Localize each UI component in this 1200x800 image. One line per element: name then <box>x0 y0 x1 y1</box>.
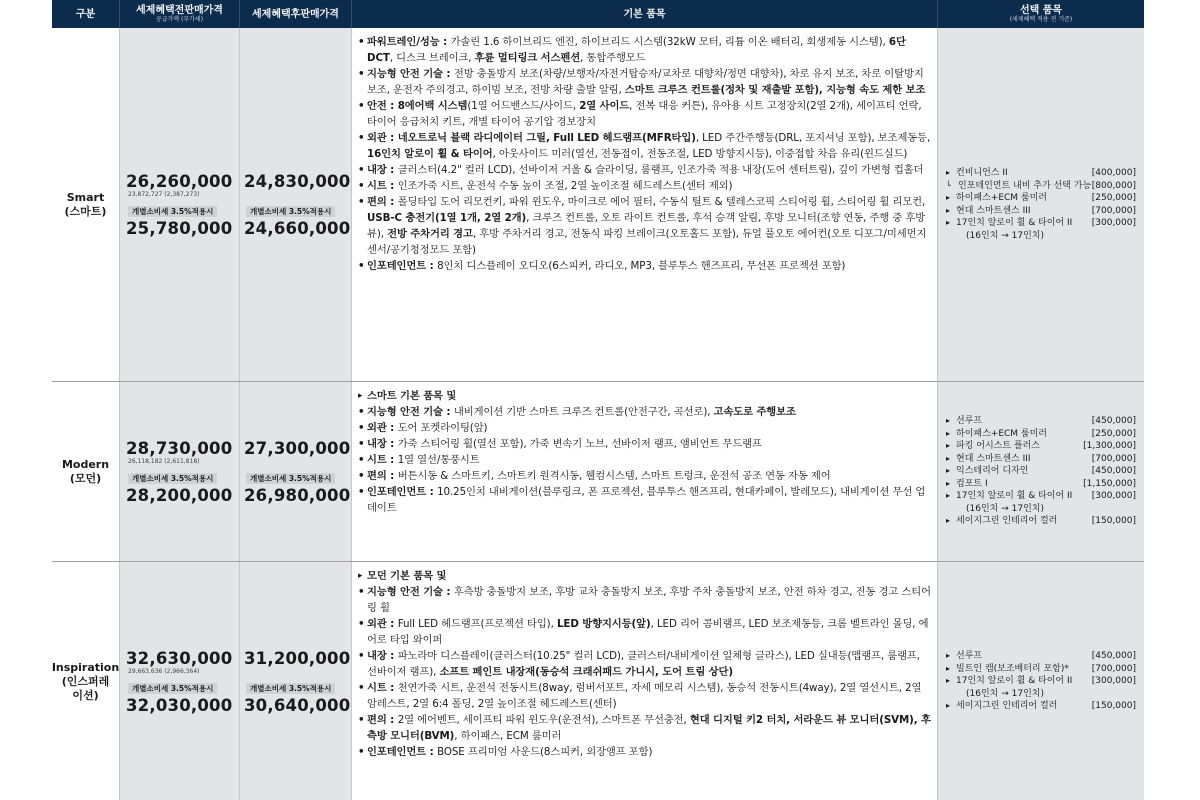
option-item <box>946 180 1136 193</box>
option-name: ▸ 파킹 어시스트 플러스 <box>946 440 1040 453</box>
basic-item-text: , LED 리어 콤비램프, LED 보조제동등, 크롬 벨트라인 몰딩, 에어로 타입 와이퍼 <box>367 618 929 646</box>
trim-row <box>52 382 1144 562</box>
option-item <box>946 465 1136 478</box>
basic-item-text: 천연가죽 시트, 운전석 전동시트(8way, 럼버서포트, 자세 메모리 시스템), 동승석 전동시트(4way), 2열 열선시트, 2열 암레스트, 2열 6:4 폴딩, 2열 높이조절 헤드레스트(센터) <box>367 682 922 710</box>
basic-item-text: Full LED 헤드램프(프로젝션 타입), <box>397 618 557 630</box>
tax-label: 개별소비세 3.5%적용시 <box>128 473 217 484</box>
tax-price-after: 24,660,000 <box>244 218 351 238</box>
basic-item-text: 10.25인치 내비게이션(블루링크, 폰 프로젝션, 블루투스 핸즈프리, 현대카페이, 발레모드), 내비게이션 무선 업데이트 <box>367 486 926 514</box>
trim-name-cell <box>52 562 120 800</box>
basic-item-text: 버튼시동 & 스마트키, 스마트키 원격시동, 웰컴시스템, 스마트 트렁크, 운전석 공조 연동 자동 제어 <box>397 470 831 482</box>
basic-item-text: , 통합주행모드 <box>580 52 646 64</box>
trim-name-wrap <box>65 191 107 219</box>
basic-item <box>358 744 931 760</box>
basic-item-label: 시트 : <box>367 180 398 192</box>
option-name: ▸ 세이지그린 인테리어 컬러 <box>946 700 1057 713</box>
tax-label: 개별소비세 3.5%적용시 <box>246 473 335 484</box>
basic-items-cell <box>352 562 938 800</box>
trim-name-ko: (인스퍼레이션) <box>61 674 110 702</box>
option-item <box>946 453 1136 466</box>
basic-item <box>358 584 931 616</box>
trim-name-cell <box>52 382 120 561</box>
price-after-cell <box>240 28 352 381</box>
option-item <box>946 440 1136 453</box>
option-item <box>946 688 1136 701</box>
header-options <box>938 0 1144 28</box>
basic-item-bold: 현대 디지털 키2 터치, 서라운드 뷰 모니터(SVM), 후측방 모니터(BVM) <box>367 714 931 742</box>
header-price-after-label: 세제혜택후판매가격 <box>252 8 339 20</box>
basic-item <box>358 130 931 162</box>
basic-item-label: 안전 : <box>367 100 398 112</box>
trim-name-ko: (스마트) <box>64 204 107 218</box>
basic-item-label: 내장 : <box>367 164 398 176</box>
price-after-cell <box>240 382 352 561</box>
option-name: ▸ 하이패스+ECM 룸미러 <box>946 428 1047 441</box>
basic-item-bold: 전방 주차거리 경고 <box>387 228 473 240</box>
trim-name: Modern <box>61 457 110 471</box>
tax-label-wrap <box>126 676 239 696</box>
tax-price-before: 25,780,000 <box>126 218 233 238</box>
basic-item-label: 내장 : <box>367 650 398 662</box>
basic-item-bold: 고속도로 주행보조 <box>713 406 796 418</box>
option-name: ▸ 17인치 알로이 휠 & 타이어 II <box>946 490 1072 503</box>
basic-item-label: 인포테인먼트 : <box>367 260 438 272</box>
tax-label-wrap <box>126 466 239 486</box>
basic-item-text: 내비게이션 기반 스마트 크루즈 컨트롤(안전구간, 곡선로), <box>453 406 714 418</box>
option-name: ▸ 익스테리어 디자인 <box>946 465 1028 478</box>
option-name: ▸ 17인치 알로이 휠 & 타이어 II <box>946 675 1072 688</box>
basic-item <box>358 178 931 194</box>
basic-item <box>358 648 931 680</box>
tax-label-wrap <box>126 199 239 219</box>
option-price: [300,000] <box>1091 218 1136 228</box>
price-after: 24,830,000 <box>244 171 351 191</box>
tax-label-wrap <box>244 199 351 219</box>
option-item <box>946 167 1136 180</box>
basic-item-text: 가죽 스티어링 휠(열선 포함), 가죽 변속기 노브, 선바이저 램프, 앰비언트 무드램프 <box>397 438 762 450</box>
basic-item-text: , 후방 주차거리 경고, 전동식 파킹 브레이크(오토홀드 포함), 듀얼 풀오토 에어컨(오토 디포그/미세먼지 센서/공기청정모드 포함) <box>367 228 927 256</box>
basic-item-label: 시트 : <box>367 454 398 466</box>
trim-name-wrap <box>52 661 119 703</box>
basic-item <box>358 616 931 648</box>
header-price-after <box>240 0 352 28</box>
header-price-before-sub: 공급가액 (부가세) <box>155 16 204 23</box>
price-before-cell <box>120 28 240 381</box>
tax-price-after: 26,980,000 <box>244 485 351 505</box>
option-name: ▸ 현대 스마트센스 III <box>946 205 1031 218</box>
basic-item <box>358 468 931 484</box>
price-after-cell <box>240 562 352 800</box>
option-name: (16인치 → 17인치) <box>966 503 1044 514</box>
option-name: └ 인포테인먼트 내비 추가 선택 가능 <box>946 180 1091 193</box>
option-price: [450,000] <box>1091 651 1136 662</box>
basic-item <box>358 404 931 420</box>
basic-item <box>358 66 931 98</box>
option-price: [450,000] <box>1091 416 1136 427</box>
price-spacer <box>244 191 351 199</box>
option-item <box>946 515 1136 528</box>
trim-row <box>52 28 1144 382</box>
option-price: [400,000] <box>1091 168 1136 178</box>
basic-item-text: , 크루즈 컨트롤, 오토 라이트 컨트롤, 후석 승객 알림, 후방 모니터(조향 연동, 주행 중 후방 뷰), <box>367 212 926 240</box>
header-options-sub: (세제혜택 적용 전 기준) <box>1009 16 1073 23</box>
option-item <box>946 192 1136 205</box>
basic-item-label: 파워트레인/성능 : <box>367 36 451 48</box>
option-name: ▸ 17인치 알로이 휠 & 타이어 II <box>946 217 1072 230</box>
basic-item-text: 도어 포켓라이팅(앞) <box>397 422 488 434</box>
basic-item <box>358 258 931 274</box>
basic-item-bold: 16인치 알로이 휠 & 타이어 <box>367 148 493 160</box>
option-item <box>946 415 1136 428</box>
tax-label: 개별소비세 3.5%적용시 <box>246 206 335 217</box>
basic-item-label: 편의 : <box>367 470 398 482</box>
basic-item <box>358 98 931 130</box>
tax-price-after: 30,640,000 <box>244 695 351 715</box>
tax-label: 개별소비세 3.5%적용시 <box>128 683 217 694</box>
tax-label: 개별소비세 3.5%적용시 <box>128 206 217 217</box>
option-item <box>946 205 1136 218</box>
basic-item-bold: 2열 사이드 <box>579 100 630 112</box>
basic-item-text: , 디스크 브레이크, <box>389 52 475 64</box>
option-item <box>946 675 1136 688</box>
basic-item <box>358 34 931 66</box>
option-price: [150,000] <box>1091 516 1136 527</box>
option-name: ▸ 선루프 <box>946 415 982 428</box>
trim-name: Inspiration <box>51 660 120 674</box>
basic-item-label: 인포테인먼트 : <box>367 746 438 758</box>
basic-item-text: 인조가죽 시트, 운전석 수동 높이 조절, 2열 높이조절 헤드레스트(센터 제외) <box>397 180 733 192</box>
trim-row <box>52 562 1144 800</box>
option-item <box>946 478 1136 491</box>
options-cell <box>938 382 1144 561</box>
basic-item <box>358 162 931 178</box>
price-after: 27,300,000 <box>244 438 351 458</box>
option-name: ▸ 컨비니언스 II <box>946 167 1008 180</box>
options-cell <box>938 28 1144 381</box>
option-price: [700,000] <box>1091 205 1136 216</box>
option-item <box>946 490 1136 503</box>
tax-price-before: 32,030,000 <box>126 695 233 715</box>
basic-item-text: 8인치 디스플레이 오디오(6스피커, 라디오, MP3, 블루투스 핸즈프리, 무선폰 프로젝션 포함) <box>437 260 846 272</box>
basic-item <box>358 680 931 712</box>
option-name: (16인치 → 17인치) <box>966 688 1044 699</box>
header-basic-label: 기본 품목 <box>623 8 666 20</box>
basic-item-bold: 스마트 크루즈 컨트롤(정차 및 재출발 포함), 지능형 속도 제한 보조 <box>624 84 926 96</box>
basic-item <box>358 484 931 516</box>
basic-item-text: BOSE 프리미엄 사운드(8스피커, 외장앰프 포함) <box>437 746 653 758</box>
basic-item-text: , 아웃사이드 미러(열선, 전동접이, 전동조절, LED 방향지시등), 이중접합 차음 유리(윈드실드) <box>492 148 908 160</box>
basic-item-text: , 전복 대응 커튼), 유아용 시트 고정장치(2열 2개), 세이프티 언락, 타이어 응급처치 키트, 개별 타이어 공기압 경보장치 <box>367 100 922 128</box>
basic-item-text: 전방 충돌방지 보조(차량/보행자/자전거탑승자/교차로 대향차/정면 대향차), 차로 유지 보조, 차로 이탈방지 보조, 운전자 주의경고, 하이빔 보조, 전방 차량 출발 알림, <box>367 68 924 96</box>
option-name: (16인치 → 17인치) <box>966 230 1044 241</box>
option-price: [250,000] <box>1091 428 1136 439</box>
basic-item-text: 1열 열선/통풍시트 <box>397 454 480 466</box>
basic-item-text: , 하이패스, ECM 룸미러 <box>454 730 562 742</box>
basic-item-text: 클러스터(4.2" 컬러 LCD), 선바이저 거울 & 슬라이딩, 룸램프, 인조가죽 적용 내장(도어 센터트림), 깊이 가변형 컵홀더 <box>397 164 924 176</box>
trim-name-ko: (모던) <box>69 471 102 485</box>
option-item <box>946 230 1136 243</box>
price-before: 28,730,000 <box>126 438 233 458</box>
basic-item-label: 외관 : <box>367 618 398 630</box>
basic-item-label: 내장 : <box>367 438 398 450</box>
option-price: [700,000] <box>1091 453 1136 464</box>
header-trim <box>52 0 120 28</box>
option-price: [300,000] <box>1091 491 1136 502</box>
option-price: [700,000] <box>1091 663 1136 674</box>
basic-item-label: 지능형 안전 기술 : <box>367 406 454 418</box>
price-breakdown: 29,663,636 (2,966,364) <box>128 667 200 675</box>
tax-label-wrap <box>244 466 351 486</box>
basic-item-label: 지능형 안전 기술 : <box>367 68 454 80</box>
basic-item-bold: USB-C 충전기(1열 1개, 2열 2개) <box>367 212 527 224</box>
basic-item-label: 지능형 안전 기술 : <box>367 586 454 598</box>
option-price: [450,000] <box>1091 466 1136 477</box>
basic-item-text: (1열 어드밴스드/사이드, <box>467 100 580 112</box>
basic-item-text: , LED 주간주행등(DRL, 포지셔닝 포함), 보조제동등, <box>695 132 931 144</box>
basic-items-cell <box>352 28 938 381</box>
basic-item <box>358 420 931 436</box>
basic-item-label: 모던 기본 품목 및 <box>367 570 447 582</box>
basic-item-text: 폴딩타입 도어 리모컨키, 파워 윈도우, 마이크로 에어 필터, 수동식 틸트 & 텔레스코픽 스티어링 휠, 스티어링 휠 리모컨, <box>397 196 926 208</box>
basic-item-label: 인포테인먼트 : <box>367 486 438 498</box>
basic-item-label: 외관 : <box>367 422 398 434</box>
option-name: ▸ 컴포트 I <box>946 478 988 491</box>
option-price: [1,150,000] <box>1083 478 1136 489</box>
basic-item-bold: LED 방향지시등(앞) <box>556 618 651 630</box>
basic-item <box>358 568 931 584</box>
trim-name-wrap <box>62 458 109 486</box>
price-before-cell <box>120 382 240 561</box>
header-price-before-label: 세제혜택전판매가격 <box>136 5 223 16</box>
basic-item-bold: 후륜 멀티링크 서스펜션 <box>474 52 581 64</box>
header-options-label: 선택 품목 <box>1019 5 1063 16</box>
basic-item <box>358 712 931 744</box>
option-name: ▸ 선루프 <box>946 650 982 663</box>
option-price: [150,000] <box>1091 701 1136 712</box>
table-header <box>52 0 1144 28</box>
price-before-cell <box>120 562 240 800</box>
basic-item-text: 2열 에어벤트, 세이프티 파워 윈도우(운전석), 스마트폰 무선충전, <box>397 714 690 726</box>
option-item <box>946 663 1136 676</box>
option-item <box>946 428 1136 441</box>
basic-items-cell <box>352 382 938 561</box>
basic-item <box>358 194 931 258</box>
basic-item-text: 가솔린 1.6 하이브리드 엔진, 하이브리드 시스템(32kW 모터, 리튬 이온 배터리, 회생제동 시스템), <box>450 36 889 48</box>
price-spacer <box>244 668 351 676</box>
basic-item-bold: 6단 DCT <box>367 36 906 64</box>
option-item <box>946 650 1136 663</box>
option-item <box>946 700 1136 713</box>
basic-item <box>358 452 931 468</box>
price-after: 31,200,000 <box>244 648 351 668</box>
option-price: [250,000] <box>1091 193 1136 203</box>
header-basic <box>352 0 938 28</box>
basic-item-bold: 8에어백 시스템 <box>397 100 468 112</box>
option-price: [300,000] <box>1091 676 1136 687</box>
basic-item-text: 파노라마 디스플레이(클러스터(10.25" 컬러 LCD), 클러스터/내비게이션 일체형 글라스), LED 실내등(맵램프, 룸램프, 선바이저 램프), <box>367 650 920 678</box>
basic-item <box>358 388 931 404</box>
trim-name: Smart <box>66 190 105 204</box>
tax-label: 개별소비세 3.5%적용시 <box>246 683 335 694</box>
trim-name-cell <box>52 28 120 381</box>
price-breakdown: 26,118,182 (2,611,818) <box>128 457 200 465</box>
option-name: ▸ 하이패스+ECM 룸미러 <box>946 192 1047 205</box>
basic-item-bold: 소프트 페인트 내장재(동승석 크래쉬패드 가니시, 도어 트림 상단) <box>439 666 733 678</box>
basic-item <box>358 436 931 452</box>
basic-item-text: 후측방 충돌방지 보조, 후방 교차 충돌방지 보조, 후방 주차 충돌방지 보조, 안전 하차 경고, 진동 경고 스티어링 휠 <box>367 586 931 614</box>
tax-label-wrap <box>244 676 351 696</box>
tax-price-before: 28,200,000 <box>126 485 233 505</box>
price-breakdown: 23,872,727 (2,387,273) <box>128 190 200 198</box>
basic-item-label: 편의 : <box>367 714 398 726</box>
options-cell <box>938 562 1144 800</box>
basic-item-bold: 네오트로닉 블랙 라디에이터 그릴, Full LED 헤드램프(MFR타입) <box>397 132 696 144</box>
basic-item-label: 스마트 기본 품목 및 <box>367 390 457 402</box>
option-name: ▸ 현대 스마트센스 III <box>946 453 1031 466</box>
price-before: 26,260,000 <box>126 171 233 191</box>
basic-item-label: 편의 : <box>367 196 398 208</box>
basic-item-label: 외관 : <box>367 132 398 144</box>
basic-item-label: 시트 : <box>367 682 398 694</box>
header-trim-label: 구분 <box>75 8 96 20</box>
option-name: ▸ 빌트인 캠(보조배터리 포함)* <box>946 663 1069 676</box>
option-item <box>946 217 1136 230</box>
option-price: [800,000] <box>1091 180 1136 191</box>
option-item <box>946 503 1136 516</box>
header-price-before <box>120 0 240 28</box>
price-spacer <box>244 458 351 466</box>
option-price: [1,300,000] <box>1083 441 1136 452</box>
price-before: 32,630,000 <box>126 648 233 668</box>
option-name: ▸ 세이지그린 인테리어 컬러 <box>946 515 1057 528</box>
